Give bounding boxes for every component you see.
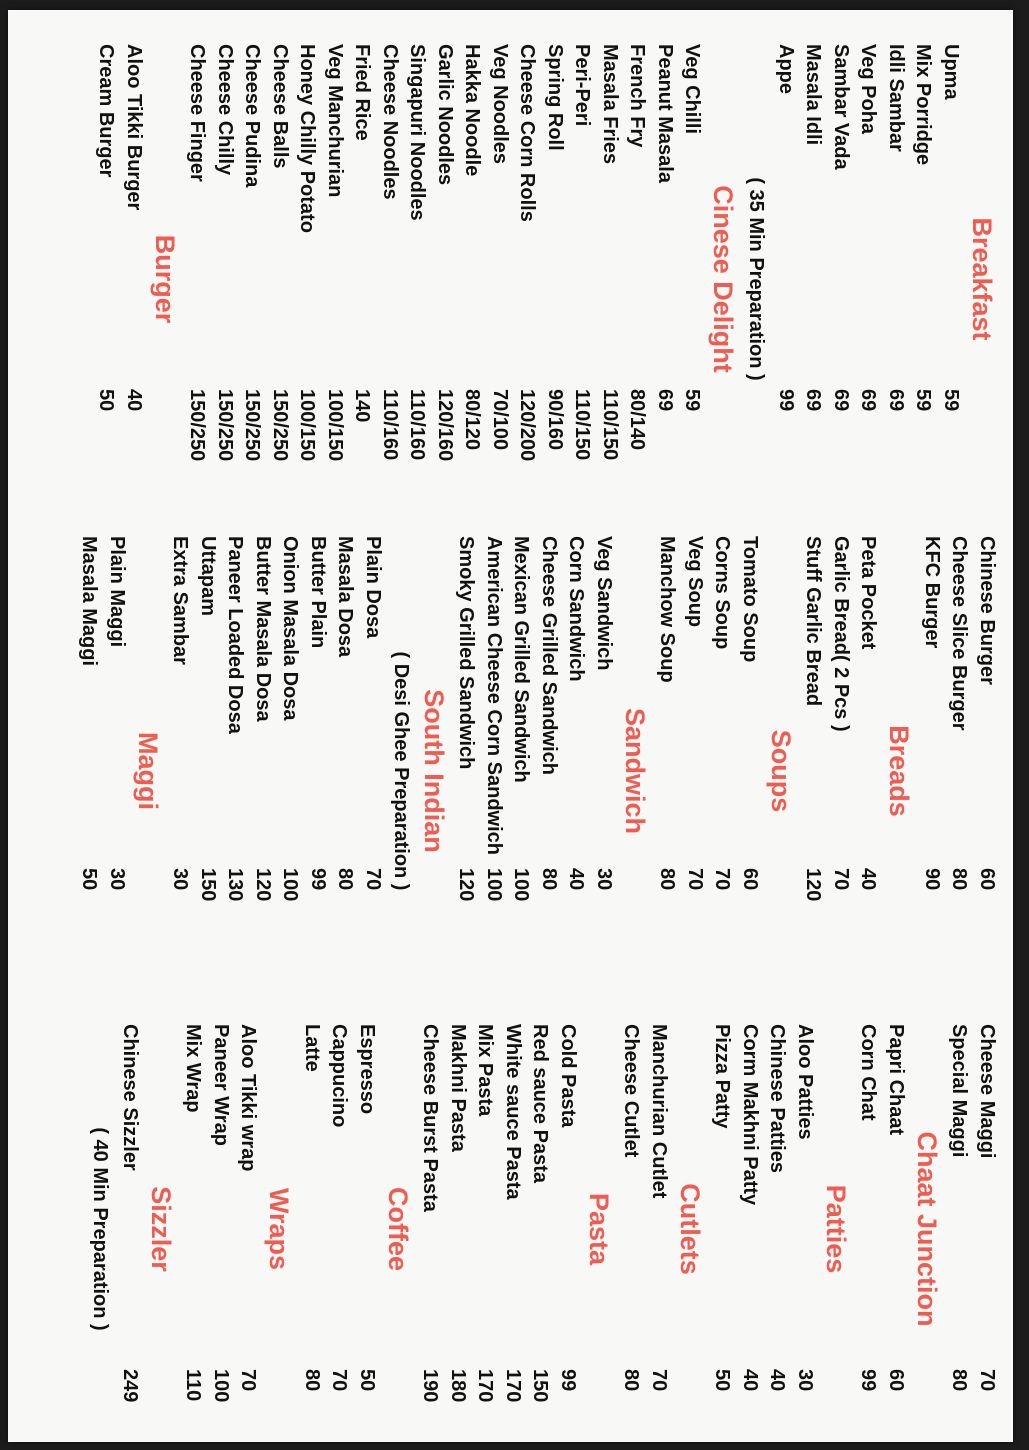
menu-item-price: 99 bbox=[775, 389, 797, 412]
menu-item-name: Honey Chilly Potato bbox=[296, 44, 319, 233]
menu-item-price: 110/160 bbox=[379, 389, 401, 461]
menu-item-price: 120 bbox=[802, 868, 825, 902]
menu-item-name: Cheese Chilly bbox=[214, 44, 236, 176]
menu-item-name: Spring Roll bbox=[544, 44, 566, 151]
menu-item-name: Corn Sandwich bbox=[565, 536, 588, 682]
menu-item-price: 150 bbox=[529, 1369, 552, 1403]
menu-item-price: 69 bbox=[885, 389, 907, 412]
menu-item-papri-chaat bbox=[882, 1024, 910, 1434]
menu-item-price: 120/160 bbox=[434, 389, 456, 462]
section-heading-sizzler: Sizzler bbox=[146, 1186, 176, 1272]
section-heading-chaat-junction: Chaat Junction bbox=[912, 1131, 942, 1327]
menu-item-hakka-noodle bbox=[458, 44, 486, 514]
menu-item-price: 90 bbox=[921, 868, 943, 891]
menu-item-price: 40 bbox=[123, 389, 145, 412]
menu-item-name: Aloo Tikki Burger bbox=[123, 44, 145, 211]
menu-item-price: 69 bbox=[802, 389, 825, 412]
menu-item-veg-sandwich bbox=[590, 536, 618, 1006]
menu-item-name: Extra Sambar bbox=[169, 536, 192, 665]
menu-item-name: French Fry bbox=[626, 44, 649, 148]
menu-item-name: Manchow Soup bbox=[656, 536, 679, 683]
menu-item-name: Stuff Garlic Bread bbox=[802, 536, 825, 707]
menu-item-price: 70 bbox=[976, 1369, 998, 1392]
menu-item-name: Mexican Grilled Sandwich bbox=[510, 536, 533, 783]
menu-item-name: Cheese Balls bbox=[269, 44, 291, 169]
menu-item-price: 80 bbox=[538, 868, 560, 891]
menu-item-price: 170 bbox=[502, 1369, 524, 1403]
menu-item-name: Cream Burger bbox=[95, 44, 118, 178]
menu-item-name: Masala Maggi bbox=[78, 536, 101, 667]
menu-item-price: 50 bbox=[95, 389, 118, 412]
menu-item-price: 70 bbox=[830, 868, 852, 891]
menu-item-name: Tomato Soup bbox=[739, 536, 761, 663]
menu-item-name: Manchurian Cutlet bbox=[648, 1024, 670, 1199]
menu-item-name: Mix Pasta bbox=[474, 1024, 497, 1117]
menu-item-name: Veg Chilli bbox=[681, 44, 704, 135]
menu-item-price: 50 bbox=[711, 1369, 734, 1392]
menu-page bbox=[8, 10, 1013, 1442]
menu-item-name: Papri Chaat bbox=[885, 1024, 907, 1136]
menu-item-paneer-loaded-dosa bbox=[221, 536, 249, 1006]
menu-item-price: 110/150 bbox=[599, 389, 621, 461]
section-heading-maggi: Maggi bbox=[133, 732, 163, 810]
menu-item-price: 120/200 bbox=[516, 389, 539, 462]
menu-item-peta-pocket bbox=[854, 536, 882, 1006]
menu-item-masala-idli bbox=[799, 44, 827, 514]
menu-item-price: 80/140 bbox=[626, 389, 649, 451]
menu-item-name: Cheese Maggi bbox=[976, 1024, 998, 1159]
menu-item-price: 80 bbox=[301, 1369, 323, 1392]
menu-item-plain-dosa bbox=[359, 536, 387, 1006]
menu-item-name: Veg Manchurian bbox=[324, 44, 346, 198]
menu-item-red-sauce-pasta bbox=[526, 1024, 554, 1434]
menu-item-price: 70 bbox=[684, 868, 706, 891]
menu-item-corns-soup bbox=[708, 536, 736, 1006]
menu-item-stuff-garlic-bread bbox=[799, 536, 827, 1006]
menu-item-veg-chilli bbox=[678, 44, 706, 514]
menu-item-price: 59 bbox=[940, 389, 962, 412]
menu-item-name: American Cheese Corn Sandwich bbox=[483, 536, 505, 855]
menu-item-price: 30 bbox=[593, 868, 615, 891]
menu-item-price: 60 bbox=[739, 868, 761, 891]
menu-item-price: 70/100 bbox=[489, 389, 511, 451]
menu-item-price: 40 bbox=[739, 1369, 761, 1392]
menu-item-price: 40 bbox=[857, 868, 880, 891]
menu-item-white-sauce-pasta bbox=[499, 1024, 527, 1434]
menu-item-price: 140 bbox=[351, 389, 374, 423]
menu-item-name: Paneer Wrap bbox=[210, 1024, 232, 1146]
menu-item-price: 50 bbox=[78, 868, 101, 891]
menu-item-veg-noodles bbox=[486, 44, 514, 514]
menu-item-mix-wrap bbox=[179, 1024, 207, 1434]
menu-item-price: 99 bbox=[857, 1369, 880, 1392]
menu-item-name: Uttapam bbox=[197, 536, 219, 617]
menu-item-name: Cheese Grilled Sandwich bbox=[538, 536, 560, 775]
menu-item-butter-masala-dosa bbox=[249, 536, 277, 1006]
menu-item-cappucino bbox=[325, 1024, 353, 1434]
menu-item-price: 249 bbox=[119, 1369, 141, 1403]
menu-item-price: 120 bbox=[455, 868, 478, 902]
menu-item-name: Peanut Masala bbox=[654, 44, 676, 183]
menu-item-name: Veg Soup bbox=[684, 536, 706, 628]
section-heading-sandwich: Sandwich bbox=[620, 707, 650, 835]
menu-item-name: Aloo Patties bbox=[794, 1024, 816, 1140]
menu-item-price: 80 bbox=[948, 1369, 971, 1392]
menu-item-price: 100 bbox=[279, 868, 302, 902]
menu-item-price: 150/250 bbox=[269, 389, 291, 462]
section-heading-soups: Soups bbox=[766, 729, 796, 813]
menu-item-name: Espresso bbox=[356, 1024, 378, 1115]
menu-item-price: 60 bbox=[885, 1369, 907, 1392]
menu-item-paneer-wrap bbox=[207, 1024, 235, 1434]
menu-item-name: Smoky Grilled Sandwich bbox=[455, 536, 478, 770]
menu-item-name: Cheese Cutlet bbox=[620, 1024, 643, 1158]
menu-item-name: Butter Plain bbox=[307, 536, 329, 649]
menu-item-name: Chinese Burger bbox=[976, 536, 998, 685]
menu-item-corn-sandwich bbox=[562, 536, 590, 1006]
menu-item-peanut-masala bbox=[651, 44, 679, 514]
menu-item-fried-rice bbox=[348, 44, 376, 514]
menu-item-manchurian-cutlet bbox=[645, 1024, 673, 1434]
menu-item-name: Paneer Loaded Dosa bbox=[224, 536, 247, 734]
menu-item-name: Cheese Finger bbox=[186, 44, 209, 182]
menu-item-price: 180 bbox=[447, 1369, 469, 1403]
menu-item-name: Butter Masala Dosa bbox=[252, 536, 274, 722]
menu-item-name: Masala Dosa bbox=[334, 536, 357, 658]
menu-item-masala-fries bbox=[596, 44, 624, 514]
preparation-note: ( 35 Min Preparation ) bbox=[745, 177, 768, 381]
menu-item-price: 150/250 bbox=[241, 389, 264, 462]
menu-column-3 bbox=[86, 1024, 1001, 1434]
menu-item-price: 70 bbox=[362, 868, 384, 891]
menu-item-name: Cold Pasta bbox=[557, 1024, 579, 1128]
menu-item-aloo-tikki-wrap bbox=[234, 1024, 262, 1434]
menu-item-mix-porridge bbox=[909, 44, 937, 514]
menu-item-american-cheese-corn-sandwich bbox=[480, 536, 508, 1006]
menu-item-latte bbox=[298, 1024, 326, 1434]
menu-item-veg-poha bbox=[854, 44, 882, 514]
menu-item-name: Corm Makhni Patty bbox=[739, 1024, 761, 1206]
menu-item-masala-maggi bbox=[75, 536, 103, 1006]
menu-content-rotated bbox=[8, 24, 1008, 1442]
menu-item-masala-dosa bbox=[331, 536, 359, 1006]
menu-item-name: Plain Dosa bbox=[362, 536, 384, 639]
menu-item-price: 69 bbox=[654, 389, 676, 412]
menu-item-name: Singapuri Noodles bbox=[406, 44, 429, 221]
menu-item-name: Veg Poha bbox=[857, 44, 880, 135]
section-heading-coffee: Coffee bbox=[383, 1186, 413, 1271]
menu-item-price: 120 bbox=[252, 868, 274, 902]
menu-item-price: 59 bbox=[681, 389, 704, 412]
menu-item-manchow-soup bbox=[653, 536, 681, 1006]
menu-item-price: 150/250 bbox=[214, 389, 236, 462]
menu-item-price: 69 bbox=[857, 389, 880, 412]
menu-item-smoky-grilled-sandwich bbox=[452, 536, 480, 1006]
menu-item-price: 100/150 bbox=[296, 389, 319, 462]
section-heading-wraps: Wraps bbox=[264, 1187, 295, 1271]
menu-item-cheese-balls bbox=[266, 44, 294, 514]
menu-item-name: KFC Burger bbox=[921, 536, 943, 649]
section-heading-south-indian: South Indian bbox=[419, 689, 449, 853]
menu-item-price: 59 bbox=[912, 389, 935, 412]
menu-item-french-fry bbox=[623, 44, 651, 514]
menu-item-cheese-maggi bbox=[973, 1024, 1001, 1434]
menu-item-cheese-noodles bbox=[376, 44, 404, 514]
menu-item-name: Aloo Tikki wrap bbox=[237, 1024, 260, 1172]
menu-item-price: 170 bbox=[474, 1369, 497, 1403]
menu-item-cold-pasta bbox=[554, 1024, 582, 1434]
menu-item-name: Garlic Bread( 2 Pcs ) bbox=[830, 536, 852, 732]
menu-item-price: 40 bbox=[766, 1369, 789, 1392]
menu-item-price: 80 bbox=[656, 868, 679, 891]
menu-item-name: Cheese Slice Burger bbox=[948, 536, 971, 731]
menu-item-price: 69 bbox=[830, 389, 852, 412]
section-heading-cutlets: Cutlets bbox=[675, 1183, 705, 1275]
menu-item-name: Upma bbox=[940, 44, 962, 100]
menu-item-name: White sauce Pasta bbox=[502, 1024, 524, 1200]
menu-item-price: 70 bbox=[711, 868, 734, 891]
menu-item-sambar-vada bbox=[827, 44, 855, 514]
menu-item-price: 80 bbox=[948, 868, 971, 891]
menu-item-veg-manchurian bbox=[321, 44, 349, 514]
menu-item-name: Mix Wrap bbox=[182, 1024, 205, 1113]
menu-item-chinese-patties bbox=[763, 1024, 791, 1434]
menu-item-price: 99 bbox=[557, 1369, 579, 1392]
menu-item-price: 70 bbox=[648, 1369, 670, 1392]
menu-item-price: 80 bbox=[334, 868, 357, 891]
menu-item-name: Idli Sambar bbox=[885, 44, 907, 152]
menu-item-onion-masala-dosa bbox=[276, 536, 304, 1006]
menu-item-special-maggi bbox=[945, 1024, 973, 1434]
menu-item-name: Cheese Burst Pasta bbox=[419, 1024, 442, 1212]
menu-item-espresso bbox=[353, 1024, 381, 1434]
menu-item-name: Chinese Sizzler bbox=[119, 1024, 141, 1171]
menu-item-name: Veg Noodles bbox=[489, 44, 511, 165]
section-heading-breads: Breads bbox=[884, 725, 915, 817]
menu-item-name: Sambar Vada bbox=[830, 44, 852, 170]
menu-item-name: Appe bbox=[775, 44, 797, 94]
menu-item-name: Cheese Pudina bbox=[241, 44, 264, 188]
menu-item-price: 100 bbox=[210, 1369, 232, 1403]
menu-item-idli-sambar bbox=[882, 44, 910, 514]
menu-item-price: 150 bbox=[197, 868, 219, 902]
menu-item-cheese-corn-rolls bbox=[513, 44, 541, 514]
preparation-note: ( Desi Ghee Preparation ) bbox=[390, 651, 412, 891]
section-heading-pasta: Pasta bbox=[584, 1192, 614, 1266]
section-heading-breakfast: Breakfast bbox=[967, 217, 997, 341]
menu-item-aloo-tikki-burger bbox=[120, 44, 148, 514]
menu-item-price: 60 bbox=[976, 868, 998, 891]
menu-item-price: 100 bbox=[510, 868, 533, 902]
menu-item-price: 150/250 bbox=[186, 389, 209, 462]
menu-item-name: Veg Sandwich bbox=[593, 536, 615, 671]
menu-column-2 bbox=[75, 536, 1000, 1006]
menu-item-price: 110/150 bbox=[571, 389, 594, 461]
menu-item-price: 70 bbox=[237, 1369, 260, 1392]
menu-item-spring-roll bbox=[541, 44, 569, 514]
menu-item-cheese-slice-burger bbox=[945, 536, 973, 1006]
menu-item-peri-peri bbox=[568, 44, 596, 514]
menu-item-price: 50 bbox=[356, 1369, 378, 1392]
menu-item-butter-plain bbox=[304, 536, 332, 1006]
menu-item-name: Pizza Patty bbox=[711, 1024, 734, 1129]
menu-item-name: Latte bbox=[301, 1024, 323, 1072]
menu-item-name: Masala Idli bbox=[802, 44, 825, 146]
menu-item-cheese-chilly bbox=[211, 44, 239, 514]
menu-item-mix-pasta bbox=[471, 1024, 499, 1434]
menu-item-cheese-pudina bbox=[238, 44, 266, 514]
menu-item-price: 190 bbox=[419, 1369, 442, 1403]
menu-item-cheese-finger bbox=[183, 44, 211, 514]
menu-item-price: 30 bbox=[794, 1369, 816, 1392]
menu-item-makhni-pasta bbox=[444, 1024, 472, 1434]
menu-item-price: 99 bbox=[307, 868, 329, 891]
menu-item-name: Cheese Noodles bbox=[379, 44, 401, 200]
menu-item-aloo-patties bbox=[791, 1024, 819, 1434]
section-heading-burger: Burger bbox=[150, 234, 180, 324]
menu-item-price: 90/160 bbox=[544, 389, 566, 451]
menu-item-price: 100/150 bbox=[324, 389, 346, 462]
menu-item-singapuri-noodles bbox=[403, 44, 431, 514]
menu-item-appe bbox=[772, 44, 800, 514]
menu-item-name: Cheese Corn Rolls bbox=[516, 44, 539, 222]
menu-column-1 bbox=[92, 44, 1000, 514]
menu-item-corm-makhni-patty bbox=[736, 1024, 764, 1434]
menu-item-uttapam bbox=[194, 536, 222, 1006]
menu-item-corn-chat bbox=[854, 1024, 882, 1434]
menu-item-price: 70 bbox=[328, 1369, 351, 1392]
menu-item-name: Peta Pocket bbox=[857, 536, 880, 650]
menu-item-name: Makhni Pasta bbox=[447, 1024, 469, 1152]
menu-item-price: 30 bbox=[106, 868, 128, 891]
menu-item-price: 40 bbox=[565, 868, 588, 891]
section-heading-patties: Patties bbox=[821, 1184, 851, 1274]
menu-item-veg-soup bbox=[681, 536, 709, 1006]
menu-item-name: Corn Chat bbox=[857, 1024, 880, 1121]
menu-item-cheese-grilled-sandwich bbox=[535, 536, 563, 1006]
menu-item-price: 110/160 bbox=[406, 389, 429, 461]
menu-item-chinese-burger bbox=[973, 536, 1001, 1006]
menu-item-price: 100 bbox=[483, 868, 505, 902]
menu-item-name: Garlic Noodles bbox=[434, 44, 456, 186]
menu-item-cheese-cutlet bbox=[617, 1024, 645, 1434]
menu-item-price: 30 bbox=[169, 868, 192, 891]
menu-item-chinese-sizzler bbox=[116, 1024, 144, 1434]
menu-item-garlic-noodles bbox=[431, 44, 459, 514]
menu-item-name: Hakka Noodle bbox=[461, 44, 484, 177]
menu-item-name: Onion Masala Dosa bbox=[279, 536, 302, 721]
menu-item-mexican-grilled-sandwich bbox=[507, 536, 535, 1006]
menu-item-garlic-bread-2-pcs bbox=[827, 536, 855, 1006]
menu-item-cream-burger bbox=[92, 44, 120, 514]
menu-item-plain-maggi bbox=[103, 536, 131, 1006]
menu-item-name: Peri-Peri bbox=[571, 44, 594, 127]
menu-item-pizza-patty bbox=[708, 1024, 736, 1434]
preparation-note: ( 40 Min Preparation ) bbox=[89, 1127, 112, 1331]
menu-item-price: 130 bbox=[224, 868, 247, 902]
menu-item-name: Corns Soup bbox=[711, 536, 734, 650]
section-heading-cinese-delight: Cinese Delight bbox=[708, 185, 739, 373]
menu-item-tomato-soup bbox=[736, 536, 764, 1006]
menu-item-name: Mix Porridge bbox=[912, 44, 935, 166]
menu-item-name: Fried Rice bbox=[351, 44, 374, 141]
menu-item-price: 80/120 bbox=[461, 389, 484, 451]
menu-item-cheese-burst-pasta bbox=[416, 1024, 444, 1434]
menu-item-name: Special Maggi bbox=[948, 1024, 971, 1158]
menu-item-honey-chilly-potato bbox=[293, 44, 321, 514]
menu-item-name: Chinese Patties bbox=[766, 1024, 789, 1173]
menu-item-upma bbox=[937, 44, 965, 514]
menu-item-price: 110 bbox=[182, 1369, 205, 1402]
menu-item-kfc-burger bbox=[918, 536, 946, 1006]
menu-item-name: Masala Fries bbox=[599, 44, 621, 165]
menu-item-name: Plain Maggi bbox=[106, 536, 128, 648]
menu-item-extra-sambar bbox=[166, 536, 194, 1006]
menu-item-name: Red sauce Pasta bbox=[529, 1024, 552, 1183]
menu-item-price: 80 bbox=[620, 1369, 643, 1392]
menu-item-name: Cappucino bbox=[328, 1024, 351, 1128]
